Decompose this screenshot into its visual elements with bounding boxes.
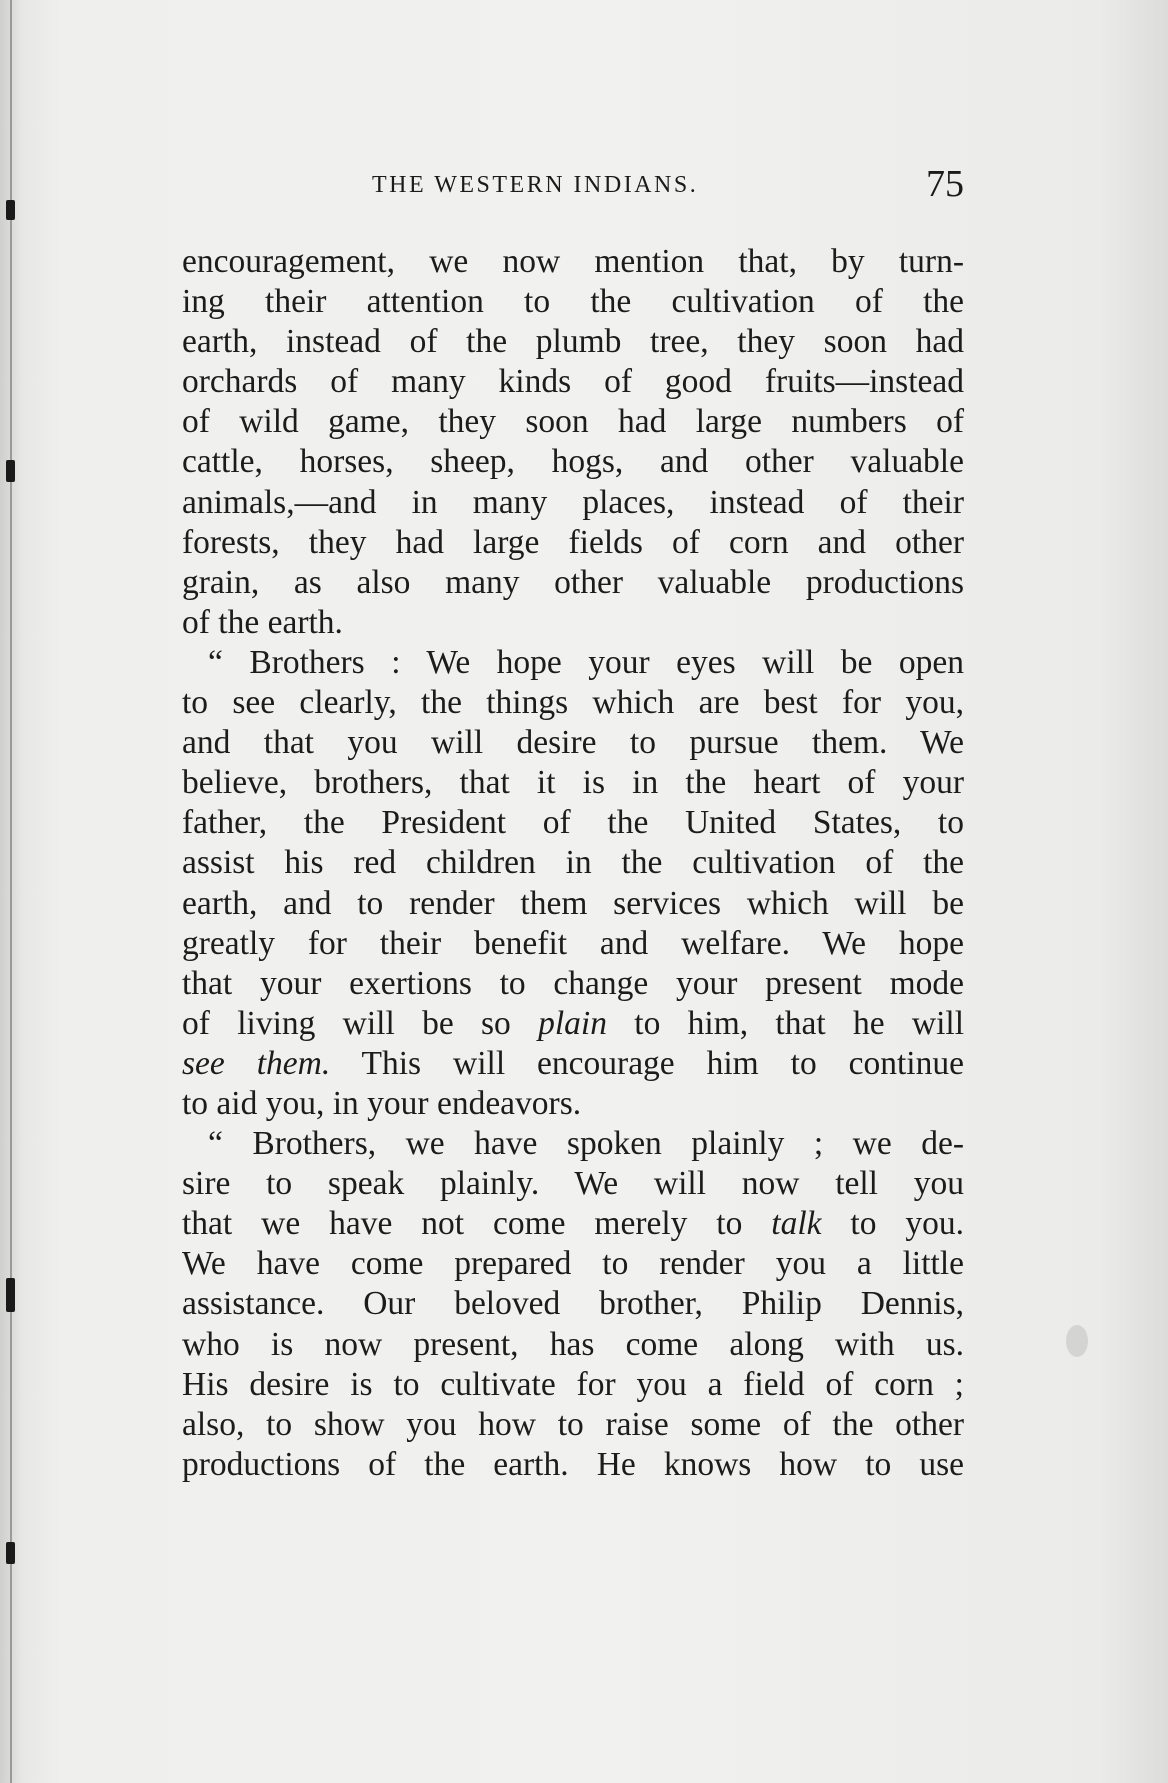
text-line: greatly for their benefit and welfare. We hope [182,924,964,962]
text-line: to aid you, in your endeavors. [182,1084,582,1122]
line-text: that we have not come merely to [182,1205,772,1243]
body-text [182,242,964,1485]
text-line: earth, instead of the plumb tree, they soon had [182,323,964,361]
text-line: who is now present, has come along with us. [182,1325,964,1363]
text-line: assist his red children in the cultivation of the [182,844,964,882]
line-text: to him, that he will [606,1004,964,1042]
text-line: believe, brothers, that it is in the heart of your [182,764,964,802]
text-line [182,1044,964,1084]
text-line: His desire is to cultivate for you a field of corn ; [182,1365,964,1403]
binding-mark [6,1278,15,1312]
paragraph-start-line: “ Brothers : We hope your eyes will be open [208,643,964,681]
italic-phrase: see them. [182,1044,331,1082]
page-header [182,163,964,208]
text-line: that your exertions to change your present mode [182,964,964,1002]
text-line: to see clearly, the things which are best for you, [182,684,964,722]
paragraph-start-line: “ Brothers, we have spoken plainly ; we de- [208,1125,964,1163]
text-line: animals,—and in many places, instead of their [182,483,964,521]
text-line: father, the President of the United States, to [182,804,964,842]
text-line: grain, as also many other valuable productions [182,563,964,601]
italic-word: plain [538,1004,607,1042]
text-line: orchards of many kinds of good fruits—instead [182,363,964,401]
text-line: earth, and to render them services which will be [182,884,964,922]
page-smudge [1066,1325,1088,1357]
italic-word: talk [771,1205,822,1243]
binding-mark [6,460,15,482]
binding-mark [6,200,15,220]
text-line: ing their attention to the cultivation of the [182,283,964,321]
text-line: cattle, horses, sheep, hogs, and other valuable [182,443,964,481]
text-line: also, to show you how to raise some of the other [182,1405,964,1443]
text-line [182,1204,964,1244]
line-text: to you. [821,1205,965,1243]
text-line: and that you will desire to pursue them. We [182,724,964,762]
gutter-line [10,0,12,1783]
text-line: forests, they had large fields of corn and other [182,523,964,561]
text-line [182,1004,964,1044]
text-line: of the earth. [182,603,343,641]
text-line: assistance. Our beloved brother, Philip Dennis, [182,1285,964,1323]
page-number: 75 [926,163,964,205]
text-line: sire to speak plainly. We will now tell you [182,1165,964,1203]
text-line: of wild game, they soon had large numbers of [182,403,964,441]
line-text: of living will be so [182,1004,539,1042]
text-line: We have come prepared to render you a little [182,1245,964,1283]
line-text: This will encourage him to continue [330,1044,964,1082]
text-line: encouragement, we now mention that, by turn- [182,243,964,280]
running-title: THE WESTERN INDIANS. [372,172,699,198]
text-line: productions of the earth. He knows how to use [182,1445,964,1483]
binding-mark [6,1542,15,1564]
